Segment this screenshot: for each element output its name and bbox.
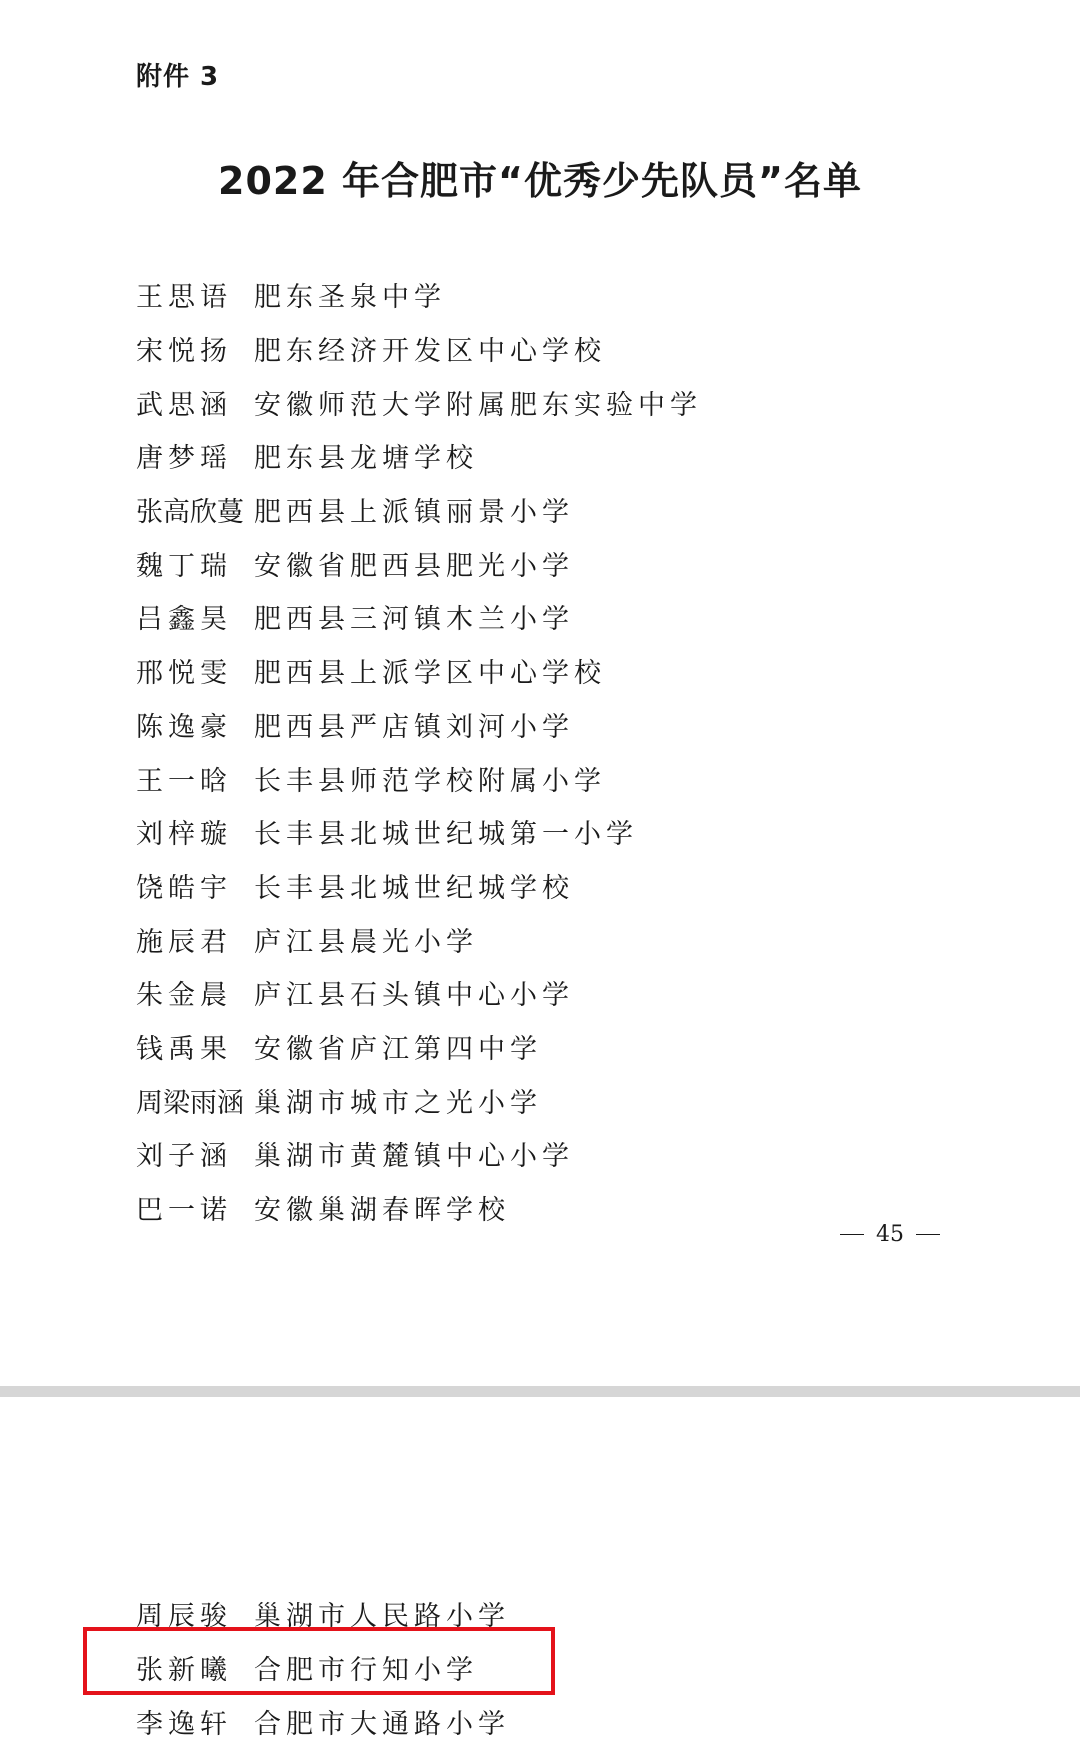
school-name: 安徽巢湖春晖学校 <box>254 1195 510 1227</box>
school-name: 巢湖市黄麓镇中心小学 <box>254 1141 574 1173</box>
student-name: 吕鑫昊 <box>136 604 232 636</box>
student-name: 朱金晨 <box>136 980 232 1012</box>
school-name: 巢湖市人民路小学 <box>254 1601 510 1633</box>
school-name: 安徽省庐江第四中学 <box>254 1033 542 1065</box>
school-name: 安徽省肥西县肥光小学 <box>254 550 574 582</box>
page-number-value: 45 <box>876 1222 904 1247</box>
student-name: 施辰君 <box>136 926 232 958</box>
list-item <box>136 322 702 376</box>
page-separator <box>0 1386 1080 1397</box>
list-item <box>136 1020 702 1074</box>
school-name: 肥西县严店镇刘河小学 <box>254 711 574 743</box>
list-item <box>136 966 702 1020</box>
list-item <box>136 483 702 537</box>
student-name: 周辰骏 <box>136 1601 232 1633</box>
highlight-box <box>83 1627 555 1695</box>
list-item <box>136 536 702 590</box>
list-item <box>136 912 702 966</box>
document-title: 2022 年合肥市“优秀少先队员”名单 <box>218 159 862 203</box>
document-page-next <box>0 1397 1080 1747</box>
student-name: 邢悦雯 <box>136 658 232 690</box>
student-name: 武思涵 <box>136 389 232 421</box>
school-name: 长丰县北城世纪城学校 <box>254 872 574 904</box>
student-name: 王思语 <box>136 282 232 314</box>
student-name: 陈逸豪 <box>136 711 232 743</box>
list-item <box>136 644 702 698</box>
student-name: 钱禹果 <box>136 1033 232 1065</box>
list-item <box>136 1127 702 1181</box>
student-name: 饶皓宇 <box>136 872 232 904</box>
school-name: 肥东圣泉中学 <box>254 282 446 314</box>
list-item <box>136 375 702 429</box>
student-name: 张新曦 <box>136 1655 232 1687</box>
school-name: 肥东经济开发区中心学校 <box>254 336 606 368</box>
school-name: 肥西县上派学区中心学校 <box>254 658 606 690</box>
school-name: 巢湖市城市之光小学 <box>254 1087 542 1119</box>
student-name: 巴一诺 <box>136 1195 232 1227</box>
school-name: 肥东县龙塘学校 <box>254 443 478 475</box>
student-name: 宋悦扬 <box>136 336 232 368</box>
school-name: 长丰县师范学校附属小学 <box>254 765 606 797</box>
school-name: 庐江县石头镇中心小学 <box>254 980 574 1012</box>
list-item <box>136 1073 702 1127</box>
list-item <box>136 268 702 322</box>
page-number <box>840 1222 940 1247</box>
student-name: 刘梓璇 <box>136 819 232 851</box>
school-name: 长丰县北城世纪城第一小学 <box>254 819 638 851</box>
school-name: 庐江县晨光小学 <box>254 926 478 958</box>
school-name: 合肥市行知小学 <box>254 1655 478 1687</box>
student-name: 周梁雨涵 <box>136 1087 244 1119</box>
list-item <box>136 698 702 752</box>
student-name: 唐梦瑶 <box>136 443 232 475</box>
attachment-label: 附件 3 <box>136 62 220 92</box>
student-name: 王一晗 <box>136 765 232 797</box>
student-name: 刘子涵 <box>136 1141 232 1173</box>
school-name: 肥西县上派镇丽景小学 <box>254 497 574 529</box>
page-number-dash-right <box>916 1234 940 1235</box>
student-name: 李逸轩 <box>136 1708 232 1740</box>
school-name: 合肥市大通路小学 <box>254 1708 510 1740</box>
list-item <box>136 751 702 805</box>
school-name: 肥西县三河镇木兰小学 <box>254 604 574 636</box>
honoree-list-page-1 <box>136 268 702 1234</box>
list-item <box>136 1694 510 1748</box>
student-name: 魏丁瑞 <box>136 550 232 582</box>
list-item <box>136 590 702 644</box>
list-item <box>136 805 702 859</box>
school-name: 安徽师范大学附属肥东实验中学 <box>254 389 702 421</box>
student-name: 张高欣蔓 <box>136 497 244 529</box>
list-item <box>136 429 702 483</box>
page-number-dash-left <box>840 1234 864 1235</box>
list-item <box>136 859 702 913</box>
list-item <box>136 1181 702 1235</box>
